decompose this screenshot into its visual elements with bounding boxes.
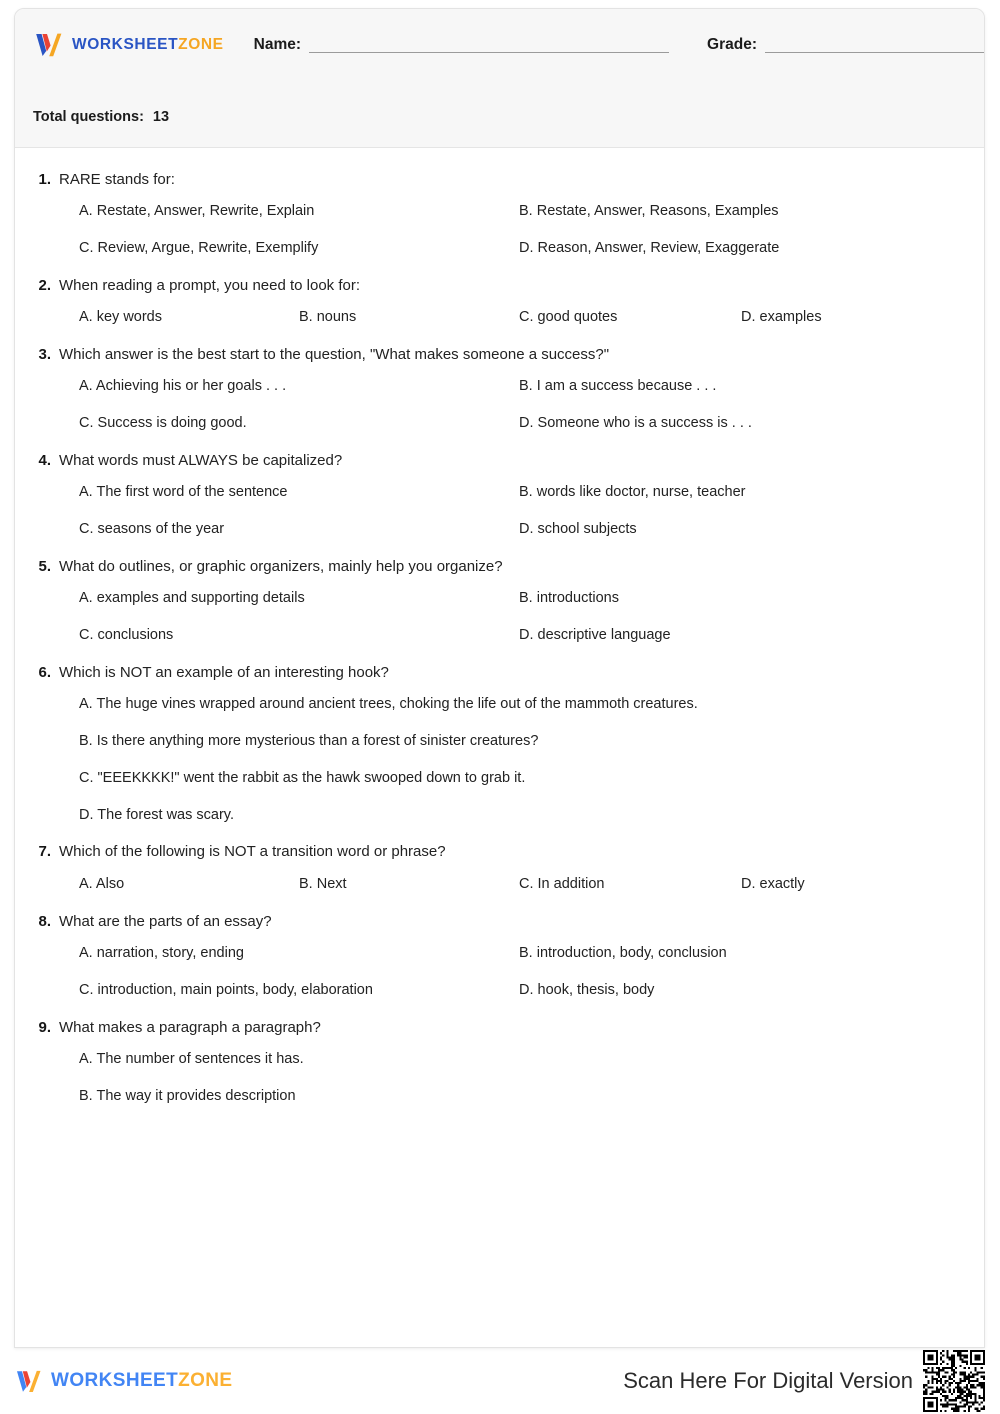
answer-option[interactable]: B. nouns [299, 309, 357, 326]
answer-option[interactable]: A. The huge vines wrapped around ancient trees, choking the life out of the mammoth creatures. [79, 696, 698, 713]
question-block [33, 345, 966, 433]
answer-option[interactable]: C. Review, Argue, Rewrite, Exemplify [79, 240, 319, 257]
answer-option[interactable]: B. introduction, body, conclusion [519, 944, 727, 961]
name-label: Name: [253, 36, 302, 54]
question-header [33, 663, 966, 683]
answer-option[interactable]: A. The first word of the sentence [79, 484, 288, 501]
qr-code-icon[interactable] [923, 1350, 985, 1412]
answer-options [33, 308, 966, 327]
answer-option[interactable]: D. descriptive language [519, 627, 671, 643]
answer-option[interactable]: B. The way it provides description [79, 1087, 296, 1104]
answer-option[interactable]: B. I am a success because . . . [519, 378, 717, 395]
question-number: 5. [38, 557, 51, 575]
name-input-line[interactable] [309, 40, 669, 53]
question-text: What are the parts of an essay? [59, 912, 272, 930]
question-number: 2. [38, 276, 51, 294]
answer-option[interactable]: A. examples and supporting details [79, 590, 305, 607]
question-header [33, 345, 966, 365]
worksheetzone-w-logo-icon [14, 1368, 42, 1395]
question-block [33, 170, 966, 258]
question-text: What do outlines, or graphic organizers, mainly help you organize? [59, 557, 503, 575]
answer-options [33, 377, 966, 433]
brand-wordmark-footer [51, 1370, 233, 1392]
question-header [33, 557, 966, 577]
scan-prompt-text: Scan Here For Digital Version [623, 1368, 913, 1393]
question-text: Which is NOT an example of an interesting hook? [59, 663, 389, 681]
question-text: Which of the following is NOT a transition word or phrase? [59, 843, 446, 861]
grade-input-line[interactable] [765, 40, 985, 53]
question-block [33, 912, 966, 1000]
answer-option[interactable]: B. Restate, Answer, Reasons, Examples [519, 203, 779, 220]
total-questions [33, 109, 169, 125]
question-block [33, 842, 966, 893]
total-questions-label: Total questions: [33, 109, 144, 125]
answer-options [33, 695, 966, 824]
brand-name-part2: ZONE [178, 36, 224, 53]
answer-option[interactable]: A. Restate, Answer, Rewrite, Explain [79, 203, 315, 220]
brand-name-part2: ZONE [178, 1370, 233, 1391]
grade-field[interactable] [707, 37, 985, 53]
answer-option[interactable]: D. hook, thesis, body [519, 981, 655, 998]
question-number: 8. [38, 912, 51, 930]
worksheet-footer [14, 1356, 985, 1406]
question-text: What makes a paragraph a paragraph? [59, 1018, 321, 1036]
answer-options [33, 875, 966, 894]
answer-option[interactable]: A. Also [79, 875, 125, 892]
answer-option[interactable]: B. Is there anything more mysterious than a forest of sinister creatures? [79, 732, 539, 749]
answer-options [33, 483, 966, 539]
answer-option[interactable]: C. seasons of the year [79, 521, 225, 538]
answer-options [33, 1050, 966, 1106]
question-text: RARE stands for: [59, 171, 175, 188]
answer-option[interactable]: D. Someone who is a success is . . . [519, 415, 752, 432]
header-row [33, 31, 966, 59]
question-text: Which answer is the best start to the question, "What makes someone a success?" [59, 346, 610, 364]
answer-option[interactable]: C. Success is doing good. [79, 415, 247, 432]
answer-option[interactable]: D. Reason, Answer, Review, Exaggerate [519, 240, 780, 257]
question-header [33, 451, 966, 471]
answer-option[interactable]: A. Achieving his or her goals . . . [79, 378, 287, 395]
total-questions-value: 13 [152, 109, 170, 125]
question-text: When reading a prompt, you need to look for: [59, 276, 361, 294]
answer-options [33, 944, 966, 1000]
question-text: What words must ALWAYS be capitalized? [59, 451, 343, 469]
worksheet-header [15, 9, 984, 148]
question-number: 7. [38, 843, 51, 861]
question-header [33, 276, 966, 296]
question-header [33, 912, 966, 932]
answer-options [33, 589, 966, 645]
answer-option[interactable]: A. key words [79, 309, 162, 326]
question-number: 1. [38, 171, 51, 188]
brand-name-part1: WORKSHEET [72, 36, 179, 53]
answer-option[interactable]: C. "EEEKKKK!" went the rabbit as the hawk swooped down to grab it. [79, 769, 526, 786]
question-header [33, 842, 966, 862]
answer-option[interactable]: D. The forest was scary. [79, 806, 234, 823]
question-header [33, 170, 966, 190]
answer-options [33, 202, 966, 258]
question-number: 6. [38, 663, 51, 681]
answer-option[interactable]: D. examples [741, 309, 822, 326]
question-block [33, 663, 966, 825]
question-header [33, 1018, 966, 1038]
question-block [33, 1018, 966, 1106]
brand-name-part1: WORKSHEET [51, 1370, 179, 1391]
question-number: 9. [38, 1018, 51, 1036]
answer-option[interactable]: A. The number of sentences it has. [79, 1050, 304, 1067]
grade-label: Grade: [707, 36, 757, 54]
answer-option[interactable]: B. Next [299, 875, 347, 892]
answer-option[interactable]: B. introductions [519, 590, 619, 607]
answer-option[interactable]: C. In addition [519, 875, 605, 892]
question-block [33, 557, 966, 645]
worksheetzone-w-logo-icon [33, 31, 63, 59]
brand-logo-header [33, 31, 224, 59]
questions-list [15, 148, 984, 1133]
brand-logo-footer [14, 1368, 233, 1395]
question-block [33, 276, 966, 327]
answer-option[interactable]: C. introduction, main points, body, elaboration [79, 981, 373, 998]
worksheet-page [14, 8, 985, 1348]
answer-option[interactable]: C. conclusions [79, 627, 174, 643]
brand-wordmark-header [72, 36, 224, 54]
question-number: 3. [38, 346, 51, 364]
name-field[interactable] [254, 37, 669, 53]
answer-option[interactable]: D. exactly [741, 875, 805, 892]
question-block [33, 451, 966, 539]
answer-option[interactable]: A. narration, story, ending [79, 944, 244, 961]
question-number: 4. [38, 451, 51, 469]
answer-option[interactable]: C. good quotes [519, 309, 618, 326]
answer-option[interactable]: D. school subjects [519, 521, 637, 538]
answer-option[interactable]: B. words like doctor, nurse, teacher [519, 484, 746, 501]
